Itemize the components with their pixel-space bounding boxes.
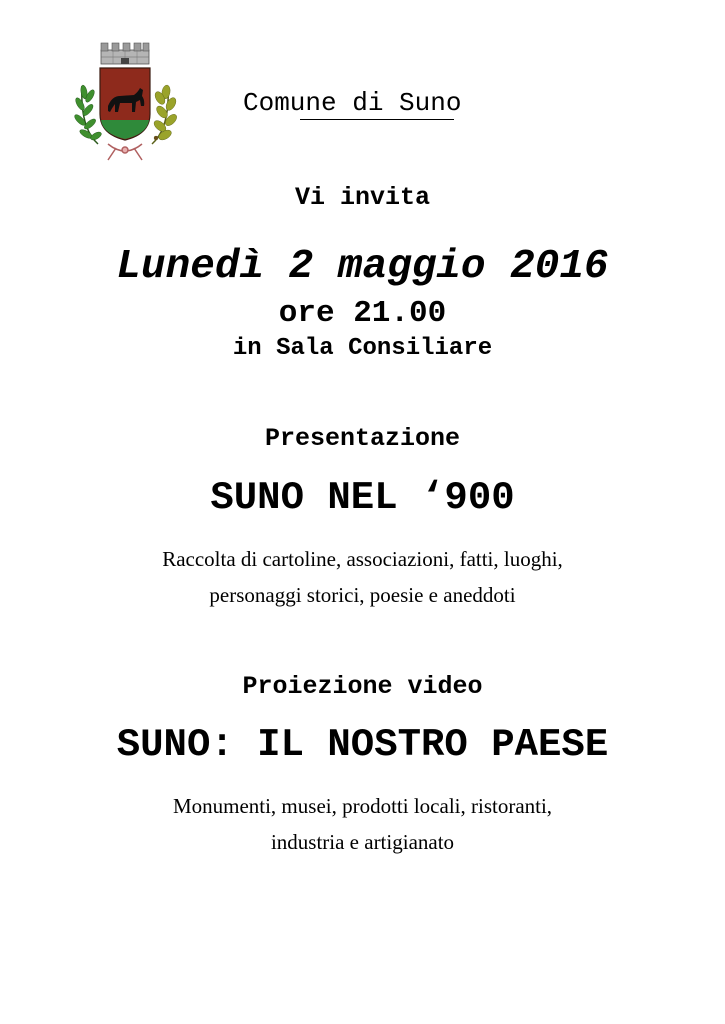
ribbon-icon [108, 144, 142, 160]
event-date: Lunedì 2 maggio 2016 [116, 244, 609, 290]
title-underline [300, 119, 454, 120]
video-description-line: industria e artigianato [270, 830, 455, 854]
presentation-label: Presentazione [264, 424, 461, 453]
presentation-description-line: Raccolta di cartoline, associazioni, fatti, luoghi, [162, 547, 563, 571]
presentation-title: SUNO NEL ‘900 [210, 476, 515, 520]
municipal-crest-icon [68, 40, 182, 162]
shield-icon [100, 68, 150, 140]
presentation-description [0, 541, 725, 613]
organization-name: Comune di Suno [243, 88, 462, 118]
event-venue: in Sala Consiliare [232, 335, 493, 362]
laurel-branch-icon [73, 85, 103, 144]
crown-icon [101, 43, 149, 64]
video-description [0, 788, 725, 860]
oak-branch-icon [152, 84, 179, 144]
video-title: SUNO: IL NOSTRO PAESE [116, 723, 609, 767]
event-time: ore 21.00 [278, 296, 447, 331]
video-label: Proiezione video [242, 672, 483, 701]
invitation-intro: Vi invita [294, 183, 431, 212]
presentation-description-line: personaggi storici, poesie e aneddoti [209, 583, 516, 607]
video-description-line: Monumenti, musei, prodotti locali, ristoranti, [172, 794, 553, 818]
